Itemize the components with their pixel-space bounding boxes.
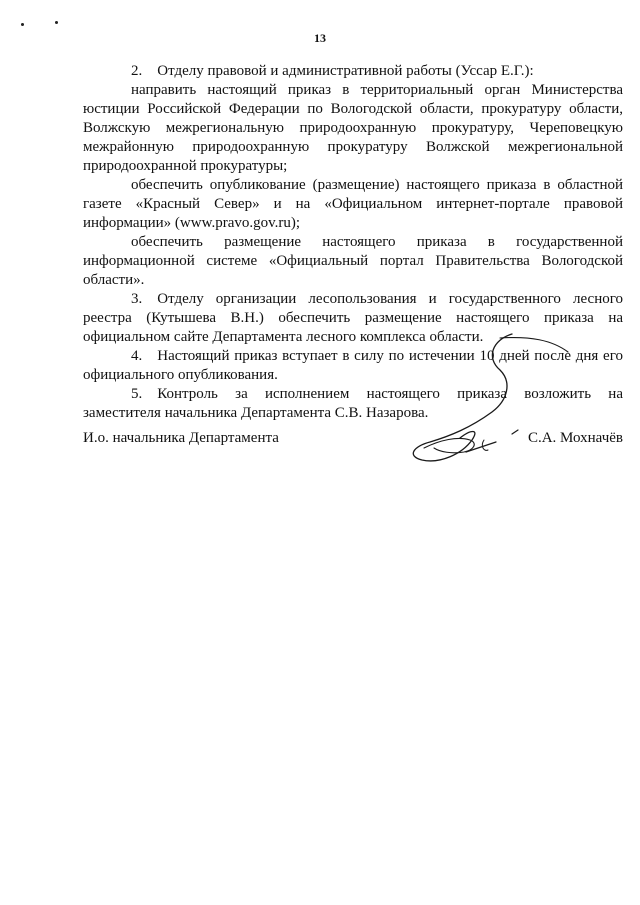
paragraph-send-order: направить настоящий приказ в территориальный орган Министерства юстиции Российской Федерации по Вологодской области, прокуратуру области, Волжскую межрегиональную природоохранную прокуратуру, Череповецкую межрайонную природоохранную прокуратуру Волжской межрегиональной природоохранной прокуратуры;: [83, 82, 623, 174]
scan-artifact-dot: [21, 23, 24, 26]
paragraph-item-4: 4. Настоящий приказ вступает в силу по истечении 10 дней после дня его официального опубликования.: [83, 348, 623, 383]
scan-artifact-dot: [55, 21, 58, 24]
signatory-title: И.о. начальника Департамента: [83, 430, 279, 446]
paragraph-item-3: 3. Отделу организации лесопользования и государственного лесного реестра (Кутышева В.Н.) обеспечить размещение настоящего приказа на официальном сайте Департамента лесного комплекса области.: [83, 291, 623, 345]
paragraph-state-system: обеспечить размещение настоящего приказа в государственной информационной системе «Официальный портал Правительства Вологодской области».: [83, 234, 623, 288]
signatory-name: С.А. Мохначёв: [527, 430, 623, 446]
page-number: 13: [314, 31, 326, 45]
paragraph-item-5: 5. Контроль за исполнением настоящего приказа возложить на заместителя начальника Департамента С.В. Назарова.: [83, 386, 623, 421]
paragraph-item-2: 2. Отделу правовой и административной работы (Уссар Е.Г.):: [131, 63, 534, 79]
signature-block: [83, 430, 623, 450]
paragraph-publication: обеспечить опубликование (размещение) настоящего приказа в областной газете «Красный Север» и на «Официальном интернет-портале правовой информации» (www.pravo.gov.ru);: [83, 177, 623, 231]
